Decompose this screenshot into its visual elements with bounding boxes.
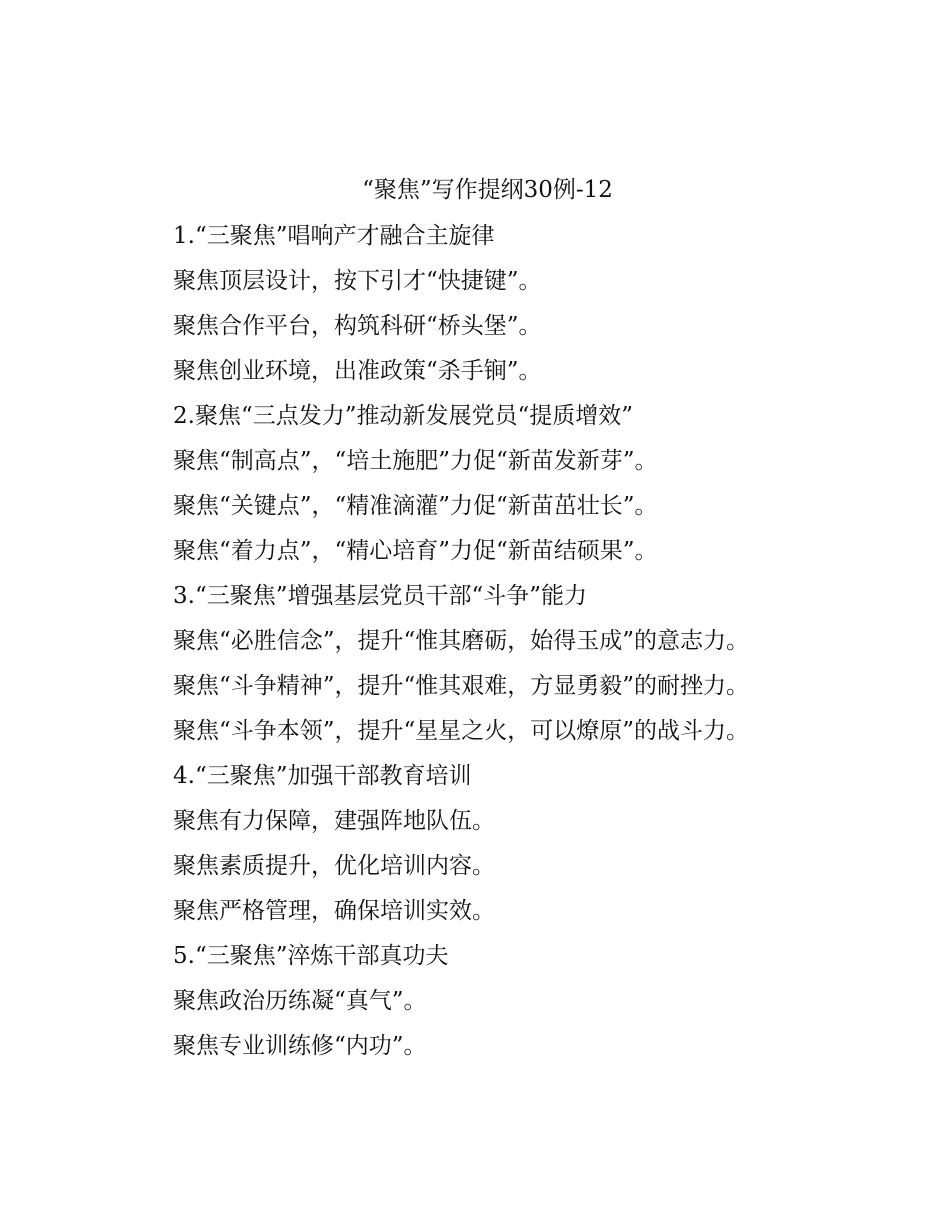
body-line: 聚焦有力保障，建强阵地队伍。 [173, 808, 495, 834]
document-title: “聚焦”写作提纲30例-12 [362, 177, 613, 203]
section-heading-2: 2.聚焦“三点发力”推动新发展党员“提质增效” [173, 403, 633, 429]
body-line: 聚焦“斗争精神”，提升“惟其艰难，方显勇毅”的耐挫力。 [173, 673, 750, 699]
body-line: 聚焦“制高点”，“培土施肥”力促“新苗发新芽”。 [173, 448, 658, 474]
body-line: 聚焦顶层设计，按下引才“快捷键”。 [173, 268, 542, 294]
body-line: 聚焦合作平台，构筑科研“桥头堡”。 [173, 313, 542, 339]
body-line: 聚焦“斗争本领”，提升“星星之火，可以燎原”的战斗力。 [173, 718, 750, 744]
body-line: 聚焦专业训练修“内功”。 [173, 1033, 427, 1059]
body-line: 聚焦“必胜信念”，提升“惟其磨砺，始得玉成”的意志力。 [173, 628, 750, 654]
body-line: 聚焦政治历练凝“真气”。 [173, 988, 427, 1014]
section-heading-3: 3.“三聚焦”增强基层党员干部“斗争”能力 [173, 583, 587, 609]
body-line: 聚焦严格管理，确保培训实效。 [173, 898, 495, 924]
document-body [173, 218, 863, 1073]
body-line: 聚焦素质提升，优化培训内容。 [173, 853, 495, 879]
body-line: 聚焦“关键点”，“精准滴灌”力促“新苗茁壮长”。 [173, 493, 658, 519]
body-line: 聚焦“着力点”，“精心培育”力促“新苗结硕果”。 [173, 538, 658, 564]
section-heading-1: 1.“三聚焦”唱响产才融合主旋律 [173, 223, 495, 249]
section-heading-4: 4.“三聚焦”加强干部教育培训 [173, 763, 472, 789]
body-line: 聚焦创业环境，出准政策“杀手锏”。 [173, 358, 542, 384]
section-heading-5: 5.“三聚焦”淬炼干部真功夫 [173, 943, 449, 969]
